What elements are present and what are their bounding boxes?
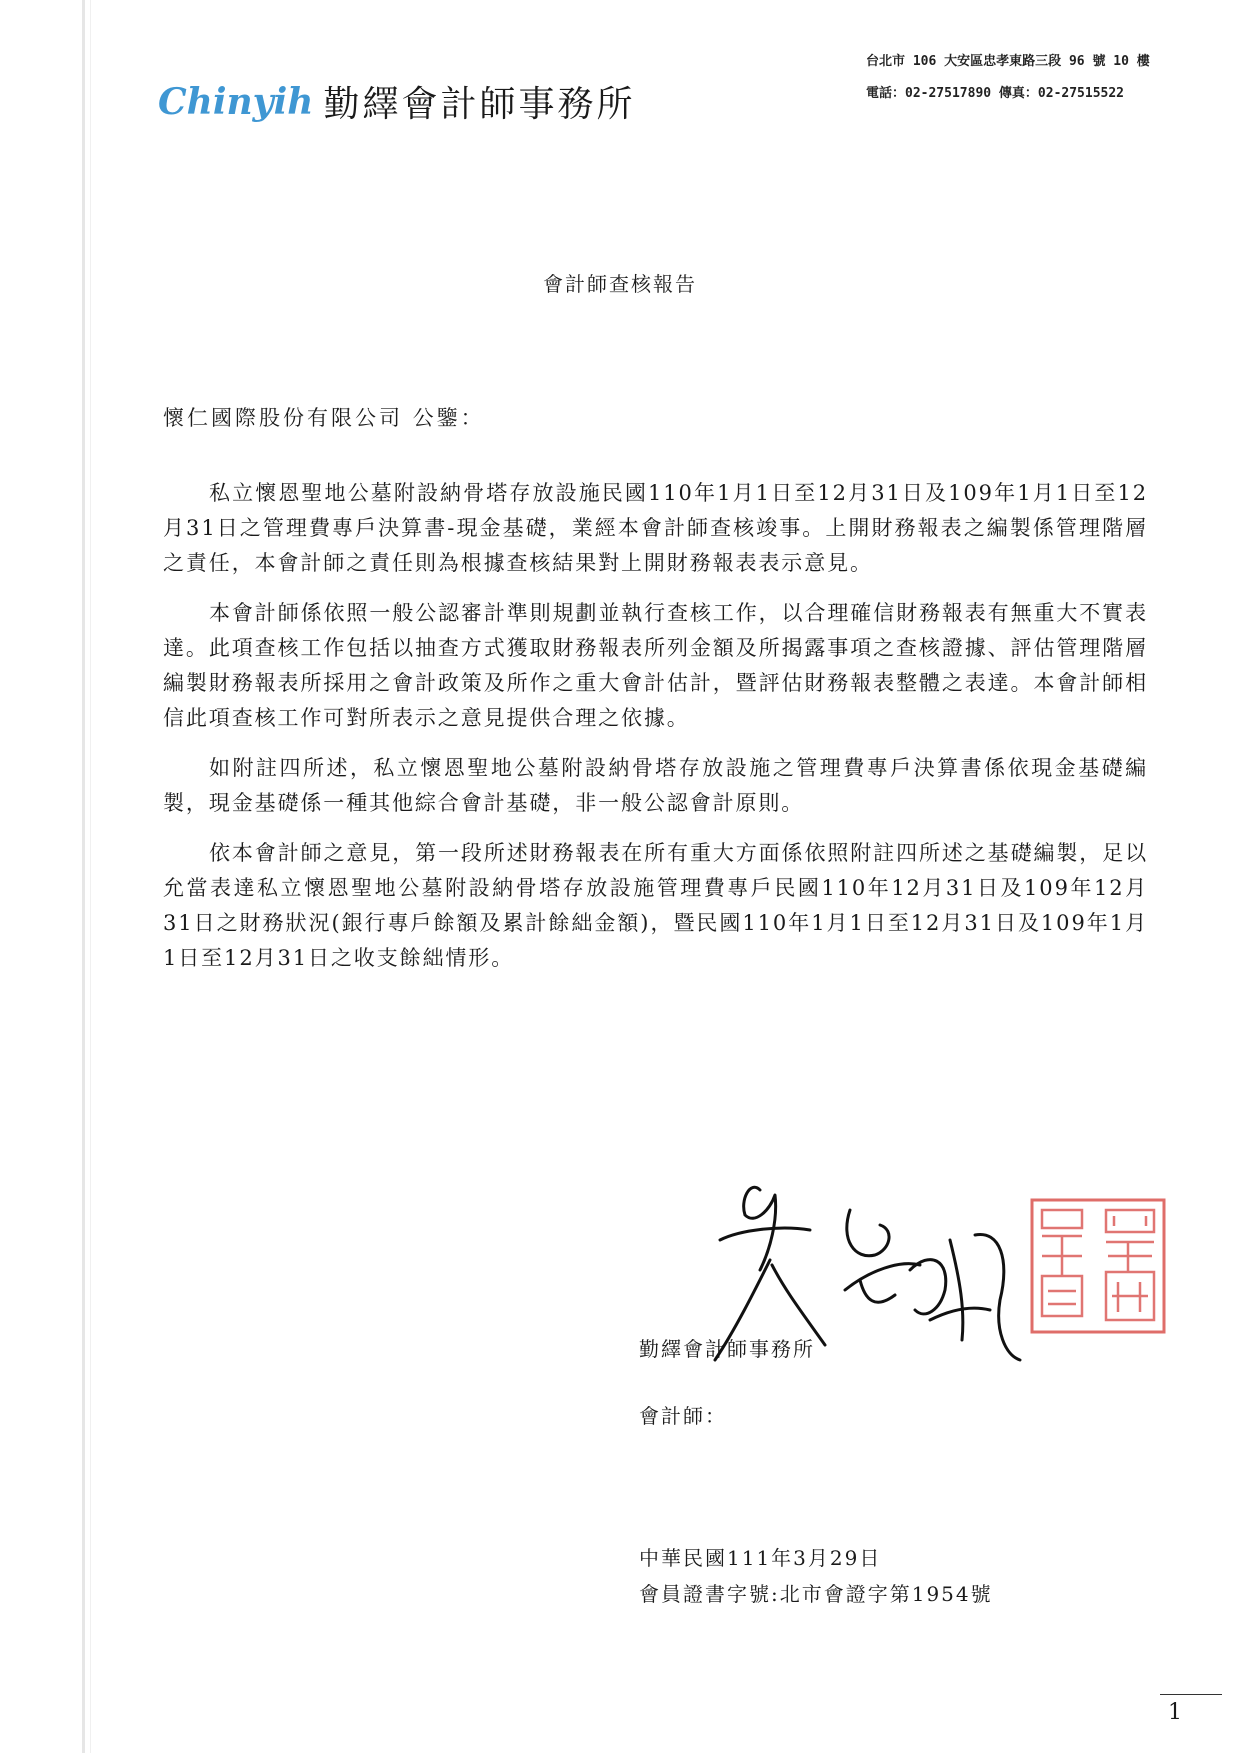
scan-edge-line (82, 0, 85, 1753)
page-number-rule (1160, 1694, 1222, 1695)
member-certificate-number: 會員證書字號:北市會證字第1954號 (639, 1582, 993, 1606)
logo-firm-name: 勤繹會計師事務所 (323, 84, 636, 125)
page-number: 1 (1168, 1700, 1182, 1725)
logo-script: Chinyih (158, 80, 314, 123)
cpa-label: 會計師： (639, 1404, 727, 1428)
handwritten-signature (700, 1170, 1030, 1370)
red-seal-stamp (1028, 1196, 1168, 1336)
report-date: 中華民國111年3月29日 (639, 1546, 882, 1570)
signing-firm: 勤繹會計師事務所 (639, 1337, 815, 1361)
report-body (163, 476, 1148, 991)
paragraph-4: 依本會計師之意見，第一段所述財務報表在所有重大方面係依照附註四所述之基礎編製，足以允當表達私立懷恩聖地公墓附設納骨塔存放設施管理費專戶民國110年12月31日及109年12月31日之財務狀況(銀行專戶餘額及累計餘絀金額)，暨民國110年1月1日至12月31日及109年1月1日至12月31日之收支餘絀情形。 (163, 841, 1148, 970)
report-title: 會計師查核報告 (543, 272, 697, 296)
firm-contact: 電話：02-27517890 傳真：02-27515522 (866, 86, 1125, 101)
scan-edge-line-inner (90, 0, 91, 1753)
firm-logo (158, 76, 635, 127)
paragraph-2: 本會計師係依照一般公認審計準則規劃並執行查核工作，以合理確信財務報表有無重大不實表達。此項查核工作包括以抽查方式獲取財務報表所列金額及所揭露事項之查核證據、評估管理階層編製財務報表所採用之會計政策及所作之重大會計估計，暨評估財務報表整體之表達。本會計師相信此項查核工作可對所表示之意見提供合理之依據。 (163, 601, 1148, 730)
paragraph-1: 私立懷恩聖地公墓附設納骨塔存放設施民國110年1月1日至12月31日及109年1月1日至12月31日之管理費專戶決算書-現金基礎，業經本會計師查核竣事。上開財務報表之編製係管理階層之責任，本會計師之責任則為根據查核結果對上開財務報表表示意見。 (163, 481, 1148, 575)
firm-address: 台北市 106 大安區忠孝東路三段 96 號 10 樓 (866, 54, 1150, 69)
addressee: 懷仁國際股份有限公司 公鑒： (163, 406, 485, 430)
paragraph-3: 如附註四所述，私立懷恩聖地公墓附設納骨塔存放設施之管理費專戶決算書係依現金基礎編製，現金基礎係一種其他綜合會計基礎，非一般公認會計原則。 (163, 756, 1148, 815)
